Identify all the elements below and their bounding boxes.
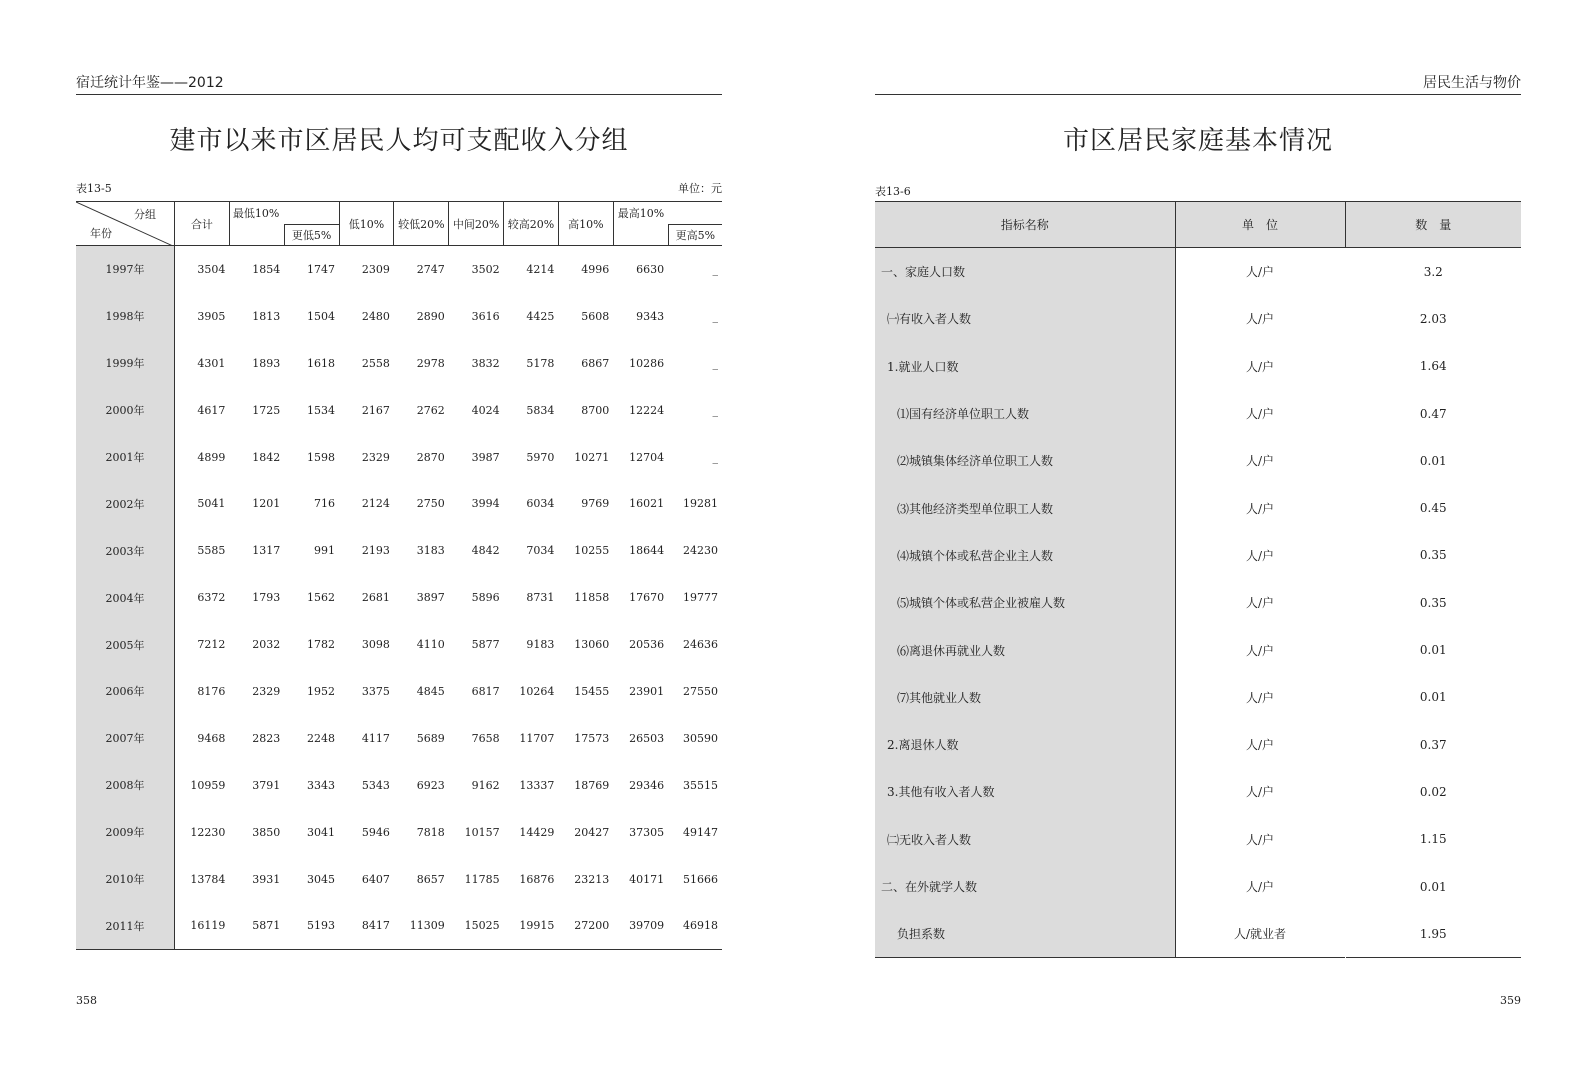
year-cell: 2009年 (76, 809, 175, 856)
value-cell: 2248 (307, 731, 336, 745)
value-cell: 3832 (471, 356, 500, 370)
value-cell: 4617 (197, 403, 226, 417)
page-number-left: 358 (76, 994, 97, 1007)
value-cell: 6372 (197, 591, 226, 605)
value-cell: 18644 (629, 544, 665, 558)
value-cell: 2978 (416, 356, 445, 370)
corner-bottom-label: 年份 (90, 227, 112, 240)
value-cell: 5871 (252, 919, 281, 933)
value-cell: 13060 (574, 638, 610, 652)
value-cell: 1562 (307, 591, 336, 605)
value-cell: 1201 (252, 497, 281, 511)
value-cell: 1317 (252, 544, 281, 558)
value-cell: 2823 (252, 731, 281, 745)
value-cell: 7658 (471, 731, 500, 745)
value-cell: 8417 (361, 919, 390, 933)
unit-cell: 人/户 (1175, 295, 1345, 342)
value-cell: 3502 (471, 262, 500, 276)
value-cell: 3931 (252, 872, 281, 886)
value-cell: 51666 (683, 872, 718, 886)
value-cell: 2870 (416, 450, 445, 464)
table-row (76, 668, 722, 715)
table-row (76, 340, 722, 387)
value-cell: 20536 (629, 638, 665, 652)
value-cell: 1952 (307, 684, 336, 698)
value-cell: 5970 (526, 450, 555, 464)
year-cell: 1998年 (76, 293, 175, 340)
value-cell: 2032 (252, 638, 281, 652)
value-cell: 2193 (361, 544, 390, 558)
table-row (76, 762, 722, 809)
value-cell: 1793 (252, 591, 281, 605)
value-cell: 11707 (519, 731, 555, 745)
value-cell: 1854 (252, 262, 281, 276)
value-cell: 2329 (252, 684, 281, 698)
value-cell: 49147 (683, 825, 718, 839)
value-cell: 1598 (307, 450, 336, 464)
value-cell: 716 (314, 497, 336, 511)
value-cell: _ (712, 356, 718, 370)
value-cell: 5178 (526, 356, 555, 370)
year-cell: 1997年 (76, 246, 175, 293)
value-cell: 2747 (416, 262, 445, 276)
value-cell: 11785 (464, 872, 500, 886)
table-row (76, 574, 722, 621)
value-cell: 6407 (361, 872, 390, 886)
col-header: 最低10% (229, 202, 284, 225)
quantity-cell: 0.45 (1419, 501, 1447, 516)
quantity-cell: 0.01 (1419, 453, 1447, 468)
value-cell: 10271 (574, 450, 610, 464)
value-cell: 24230 (683, 544, 718, 558)
col-header: 高10% (558, 202, 613, 246)
value-cell: 9343 (636, 309, 665, 323)
value-cell: 37305 (629, 825, 665, 839)
indicator-name: ⑹离退休再就业人数 (875, 626, 1175, 673)
value-cell: 6923 (416, 778, 445, 792)
value-cell: 5896 (471, 591, 500, 605)
value-cell: 3045 (307, 872, 336, 886)
value-cell: 5343 (361, 778, 390, 792)
unit-cell: 人/户 (1175, 626, 1345, 673)
quantity-cell: 3.2 (1423, 264, 1443, 279)
unit-cell: 人/户 (1175, 437, 1345, 484)
unit-cell: 人/户 (1175, 390, 1345, 437)
table-row (76, 246, 722, 293)
unit-cell: 人/户 (1175, 674, 1345, 721)
value-cell: 5193 (307, 919, 336, 933)
table-number-13-6: 表13-6 (875, 185, 911, 198)
running-head-right (875, 74, 1521, 95)
table-row (76, 621, 722, 668)
quantity-cell: 1.64 (1419, 359, 1447, 374)
value-cell: 1534 (307, 403, 336, 417)
value-cell: 40171 (629, 872, 665, 886)
value-cell: 4845 (416, 684, 445, 698)
table-title-13-6: 市区居民家庭基本情况 (1062, 126, 1333, 156)
table-row (875, 532, 1521, 579)
running-head-left (76, 74, 722, 95)
value-cell: 4024 (471, 403, 500, 417)
indicator-name: 3.其他有收入者人数 (875, 768, 1175, 815)
value-cell: 3098 (361, 638, 390, 652)
indicator-name: 1.就业人口数 (875, 343, 1175, 390)
table-number-13-5: 表13-5 (76, 182, 112, 195)
value-cell: 991 (314, 544, 336, 558)
value-cell: 15455 (574, 684, 610, 698)
household-basic-table (875, 201, 1521, 958)
value-cell: 2558 (361, 356, 390, 370)
value-cell: 17573 (574, 731, 610, 745)
unit-cell: 人/户 (1175, 248, 1345, 296)
table-row (875, 343, 1521, 390)
table-row (875, 295, 1521, 342)
year-cell: 2006年 (76, 668, 175, 715)
value-cell: 3183 (416, 544, 445, 558)
quantity-cell: 0.01 (1419, 643, 1447, 658)
value-cell: 1618 (307, 356, 336, 370)
indicator-name: ㈡无收入者人数 (875, 816, 1175, 863)
value-cell: 6817 (471, 684, 500, 698)
value-cell: 1813 (252, 309, 281, 323)
value-cell: 24636 (683, 638, 718, 652)
table-row (875, 626, 1521, 673)
value-cell: 4425 (526, 309, 555, 323)
quantity-cell: 0.35 (1419, 595, 1447, 610)
quantity-cell: 0.02 (1419, 784, 1447, 799)
col-header: 低10% (339, 202, 394, 246)
value-cell: 10255 (574, 544, 610, 558)
value-cell: 30590 (683, 731, 718, 745)
year-cell: 2005年 (76, 621, 175, 668)
value-cell: 2329 (361, 450, 390, 464)
value-cell: 2890 (416, 309, 445, 323)
unit-cell: 人/就业者 (1175, 910, 1345, 958)
value-cell: 23213 (574, 872, 610, 886)
value-cell: 3791 (252, 778, 281, 792)
value-cell: 26503 (629, 731, 665, 745)
table-row (875, 863, 1521, 910)
value-cell: 15025 (464, 919, 500, 933)
unit-label: 单位：元 (678, 182, 722, 195)
indicator-name: 负担系数 (875, 910, 1175, 958)
value-cell: _ (712, 403, 718, 417)
table-row (875, 248, 1521, 296)
value-cell: 6630 (636, 262, 665, 276)
col-header: 较高20% (504, 202, 559, 246)
unit-cell: 人/户 (1175, 816, 1345, 863)
value-cell: 5041 (197, 497, 226, 511)
value-cell: 23901 (629, 684, 665, 698)
quantity-cell: 0.47 (1419, 406, 1447, 421)
value-cell: 3897 (416, 591, 445, 605)
value-cell: 9769 (581, 497, 610, 511)
value-cell: 11858 (574, 591, 610, 605)
value-cell: 3504 (197, 262, 226, 276)
income-group-table (76, 201, 722, 950)
value-cell: 1782 (307, 638, 336, 652)
table-row (76, 293, 722, 340)
year-cell: 2008年 (76, 762, 175, 809)
value-cell: 1504 (307, 309, 336, 323)
value-cell: 12230 (190, 825, 226, 839)
year-cell: 2004年 (76, 574, 175, 621)
value-cell: 16119 (190, 919, 226, 933)
col-header: 最高10% (613, 202, 668, 225)
col-header: 较低20% (394, 202, 449, 246)
value-cell: 3343 (307, 778, 336, 792)
value-cell: 2167 (361, 403, 390, 417)
value-cell: 3375 (361, 684, 390, 698)
value-cell: 19281 (683, 497, 718, 511)
value-cell: _ (712, 309, 718, 323)
value-cell: 2124 (361, 497, 390, 511)
unit-cell: 人/户 (1175, 863, 1345, 910)
value-cell: 35515 (683, 778, 718, 792)
table-row (76, 856, 722, 903)
table-row (875, 390, 1521, 437)
table-row (875, 579, 1521, 626)
yearbook-title: 宿迁统计年鉴——2012 (76, 75, 224, 91)
value-cell: 4301 (197, 356, 226, 370)
value-cell: 5946 (361, 825, 390, 839)
value-cell: _ (712, 262, 718, 276)
value-cell: 18769 (574, 778, 610, 792)
value-cell: 3041 (307, 825, 336, 839)
value-cell: 7034 (526, 544, 555, 558)
value-cell: 46918 (683, 919, 718, 933)
table-row (875, 910, 1521, 958)
value-cell: 27550 (683, 684, 718, 698)
quantity-cell: 1.95 (1419, 926, 1447, 941)
year-cell: 2000年 (76, 387, 175, 434)
value-cell: 3994 (471, 497, 500, 511)
indicator-name: ⑺其他就业人数 (875, 674, 1175, 721)
year-cell: 2010年 (76, 856, 175, 903)
table-row (875, 437, 1521, 484)
value-cell: 4842 (471, 544, 500, 558)
value-cell: 16021 (629, 497, 665, 511)
quantity-cell: 0.37 (1419, 737, 1447, 752)
page-number-right: 359 (1500, 994, 1521, 1007)
value-cell: 19915 (519, 919, 555, 933)
value-cell: 10157 (464, 825, 500, 839)
value-cell: 9183 (526, 638, 555, 652)
value-cell: 1842 (252, 450, 281, 464)
year-cell: 2003年 (76, 527, 175, 574)
table-row (875, 484, 1521, 531)
value-cell: 14429 (519, 825, 555, 839)
indicator-name: ⑸城镇个体或私营企业被雇人数 (875, 579, 1175, 626)
value-cell: 11309 (409, 919, 445, 933)
year-cell: 1999年 (76, 340, 175, 387)
value-cell: 2681 (361, 591, 390, 605)
value-cell: 3616 (471, 309, 500, 323)
year-cell: 2001年 (76, 434, 175, 481)
value-cell: 7818 (416, 825, 445, 839)
table-row (76, 387, 722, 434)
value-cell: 5877 (471, 638, 500, 652)
value-cell: 4117 (361, 731, 390, 745)
table-title-13-5: 建市以来市区居民人均可支配收入分组 (169, 126, 629, 156)
indicator-name: 一、家庭人口数 (875, 248, 1175, 296)
col-header-quantity: 数 量 (1345, 202, 1521, 248)
value-cell: 5689 (416, 731, 445, 745)
value-cell: 17670 (629, 591, 665, 605)
value-cell: 10264 (519, 684, 555, 698)
quantity-cell: 1.15 (1419, 832, 1447, 847)
table-row (76, 434, 722, 481)
left-page (76, 0, 722, 1077)
value-cell: 13337 (519, 778, 555, 792)
value-cell: 5834 (526, 403, 555, 417)
unit-cell: 人/户 (1175, 721, 1345, 768)
value-cell: 20427 (574, 825, 610, 839)
year-cell: 2011年 (76, 902, 175, 949)
value-cell: 9162 (471, 778, 500, 792)
value-cell: 1747 (307, 262, 336, 276)
header-corner (76, 202, 175, 246)
value-cell: 12704 (629, 450, 665, 464)
value-cell: 4996 (581, 262, 610, 276)
unit-cell: 人/户 (1175, 484, 1345, 531)
value-cell: 29346 (629, 778, 665, 792)
indicator-name: 二、在外就学人数 (875, 863, 1175, 910)
value-cell: 3987 (471, 450, 500, 464)
value-cell: 6034 (526, 497, 555, 511)
chapter-title: 居民生活与物价 (1423, 75, 1521, 91)
value-cell: 10959 (190, 778, 226, 792)
table-row (76, 902, 722, 949)
value-cell: 8700 (581, 403, 610, 417)
table-row (76, 809, 722, 856)
value-cell: 1725 (252, 403, 281, 417)
table-row (875, 768, 1521, 815)
indicator-name: ㈠有收入者人数 (875, 295, 1175, 342)
value-cell: 8176 (197, 684, 226, 698)
col-header: 合计 (175, 202, 230, 246)
indicator-name: ⑴国有经济单位职工人数 (875, 390, 1175, 437)
table-row (875, 816, 1521, 863)
value-cell: _ (712, 450, 718, 464)
value-cell: 8731 (526, 591, 555, 605)
value-cell: 8657 (416, 872, 445, 886)
value-cell: 16876 (519, 872, 555, 886)
table-row (875, 721, 1521, 768)
quantity-cell: 2.03 (1419, 311, 1447, 326)
value-cell: 4214 (526, 262, 555, 276)
table-row (76, 527, 722, 574)
value-cell: 10286 (629, 356, 665, 370)
unit-cell: 人/户 (1175, 768, 1345, 815)
col-header: 更高5% (668, 225, 722, 246)
value-cell: 4110 (416, 638, 445, 652)
value-cell: 13784 (190, 872, 226, 886)
value-cell: 1893 (252, 356, 281, 370)
value-cell: 9468 (197, 731, 226, 745)
value-cell: 2750 (416, 497, 445, 511)
value-cell: 2762 (416, 403, 445, 417)
value-cell: 6867 (581, 356, 610, 370)
value-cell: 4899 (197, 450, 226, 464)
unit-cell: 人/户 (1175, 532, 1345, 579)
table-row (76, 480, 722, 527)
indicator-name: ⑵城镇集体经济单位职工人数 (875, 437, 1175, 484)
quantity-cell: 0.35 (1419, 548, 1447, 563)
unit-cell: 人/户 (1175, 343, 1345, 390)
quantity-cell: 0.01 (1419, 879, 1447, 894)
value-cell: 19777 (683, 591, 718, 605)
value-cell: 7212 (197, 638, 226, 652)
value-cell: 3905 (197, 309, 226, 323)
indicator-name: ⑶其他经济类型单位职工人数 (875, 484, 1175, 531)
col-header: 中间20% (449, 202, 504, 246)
value-cell: 12224 (629, 403, 665, 417)
col-header: 更低5% (284, 225, 339, 246)
col-header-indicator: 指标名称 (875, 202, 1175, 248)
unit-cell: 人/户 (1175, 579, 1345, 626)
value-cell: 39709 (629, 919, 665, 933)
value-cell: 5608 (581, 309, 610, 323)
col-header-unit: 单 位 (1175, 202, 1345, 248)
table-row (875, 674, 1521, 721)
value-cell: 27200 (574, 919, 610, 933)
year-cell: 2002年 (76, 480, 175, 527)
corner-top-label: 分组 (134, 208, 157, 221)
right-page (875, 0, 1521, 1077)
value-cell: 3850 (252, 825, 281, 839)
table-row (76, 715, 722, 762)
value-cell: 2480 (361, 309, 390, 323)
value-cell: 2309 (361, 262, 390, 276)
year-cell: 2007年 (76, 715, 175, 762)
quantity-cell: 0.01 (1419, 690, 1447, 705)
indicator-name: 2.离退休人数 (875, 721, 1175, 768)
value-cell: 5585 (197, 544, 226, 558)
indicator-name: ⑷城镇个体或私营企业主人数 (875, 532, 1175, 579)
